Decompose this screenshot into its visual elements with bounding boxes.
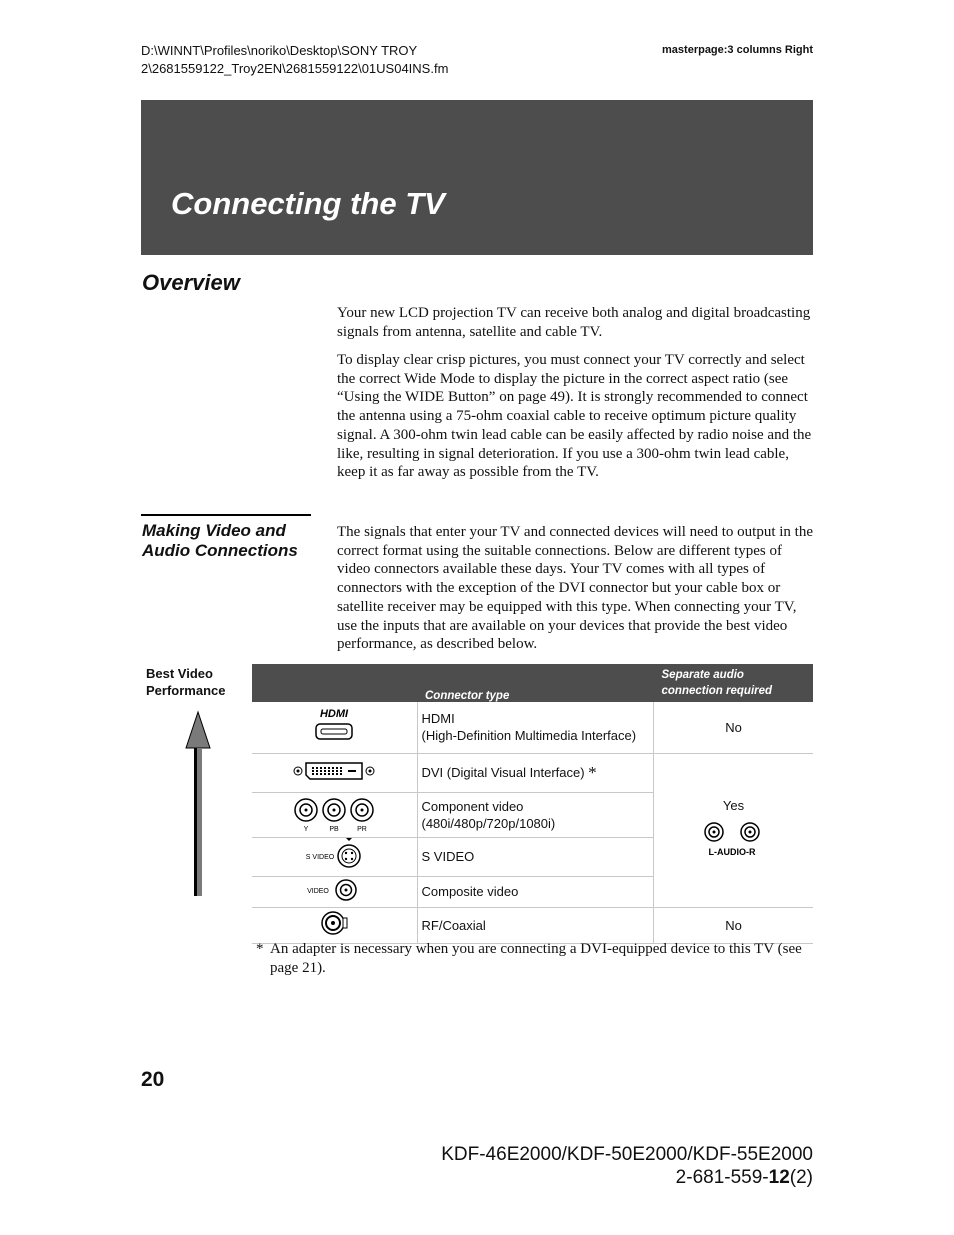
footnote-mark: * <box>256 941 264 957</box>
section-rule <box>141 514 311 516</box>
file-path-line2: 2\2681559122_Troy2EN\2681559122\01US04INS.fm <box>141 61 449 76</box>
separate-audio-value: No <box>654 702 814 753</box>
component-y-label: Y <box>303 825 309 833</box>
component-pr-label: PR <box>357 825 368 833</box>
part-code-bold: 12 <box>768 1167 790 1188</box>
model-numbers: KDF-46E2000/KDF-50E2000/KDF-55E2000 <box>441 1144 813 1165</box>
connector-name: DVI (Digital Visual Interface) <box>421 765 585 780</box>
table-row <box>252 702 813 753</box>
component-icon <box>292 793 376 833</box>
separate-audio-value: Yes <box>722 797 745 813</box>
table-row <box>252 753 813 792</box>
separate-audio-value: No <box>654 907 814 943</box>
connector-name: Component video <box>421 798 524 814</box>
composite-icon <box>304 877 364 903</box>
connector-name: S VIDEO <box>417 837 654 876</box>
separate-audio-header: Separate audio connection required <box>654 664 814 702</box>
performance-arrow-icon <box>182 710 214 898</box>
page-number: 20 <box>141 1068 165 1091</box>
title-banner <box>141 100 813 255</box>
connector-name: HDMI <box>421 711 455 727</box>
part-code-suffix: (2) <box>789 1167 813 1188</box>
footnote-text: An adapter is necessary when you are connecting a DVI-equipped device to this TV (see page 21). <box>270 941 802 976</box>
footnote-marker: * <box>588 763 597 782</box>
audio-lr-label: L-AUDIO-R <box>708 846 755 857</box>
best-video-performance-label: Best Video Performance <box>146 666 226 698</box>
masterpage-label: masterpage:3 columns Right <box>662 44 813 56</box>
composite-label: VIDEO <box>307 887 330 895</box>
connector-table <box>252 664 813 944</box>
page-title: Connecting the TV <box>171 186 445 221</box>
overview-heading: Overview <box>142 270 240 295</box>
overview-paragraph-2: To display clear crisp pictures, you must connect your TV correctly and select the correct Wide Mode to display the picture in the correct aspect ratio (see “Using the WIDE Button” on page 49). It is strongly recommended to connect the antenna using a 75-ohm coaxial cable to receive optimum picture quality signal. A 300-ohm twin lead cable can be easily affected by radio noise and the like, resulting in signal deterioration. If you use a 300-ohm twin lead cable, keep it as far away as possible from the TV. <box>337 352 812 481</box>
part-code <box>441 1166 813 1189</box>
table-row <box>252 907 813 943</box>
making-connections-paragraph: The signals that enter your TV and connected devices will need to output in the correct format using the suitable connections. Below are different types of video connectors available these days. Your TV comes with all types of connectors with the exception of the DVI connector but your cable box or satellite receiver may be equipped with this type. When connecting your TV, use the inputs that are available on your devices that provide the best video performance, as described below. <box>337 524 813 653</box>
svideo-label: S VIDEO <box>306 853 335 861</box>
file-path <box>141 42 448 78</box>
overview-paragraph-1: Your new LCD projection TV can receive both analog and digital broadcasting signals from antenna, satellite and cable TV. <box>337 305 811 340</box>
making-connections-heading: Making Video and Audio Connections <box>142 521 298 560</box>
hdmi-icon <box>304 707 364 743</box>
connector-name: Composite video <box>417 876 654 907</box>
connector-detail: (480i/480p/720p/1080i) <box>421 815 556 831</box>
hdmi-logo-text: HDMI <box>320 708 349 721</box>
svideo-icon <box>304 838 364 872</box>
dvi-icon <box>292 759 376 783</box>
footnote <box>256 940 812 978</box>
file-path-line1: D:\WINNT\Profiles\noriko\Desktop\SONY TROY <box>141 43 418 58</box>
connector-type-header: Connector type <box>417 664 654 702</box>
model-info <box>441 1143 813 1189</box>
connector-name: RF/Coaxial <box>417 907 654 943</box>
audio-lr-icon <box>702 820 766 860</box>
connector-detail: (High-Definition Multimedia Interface) <box>421 728 637 744</box>
rf-coaxial-icon <box>319 909 349 937</box>
part-code-prefix: 2-681-559- <box>675 1167 769 1188</box>
component-pb-label: PB <box>329 825 339 833</box>
